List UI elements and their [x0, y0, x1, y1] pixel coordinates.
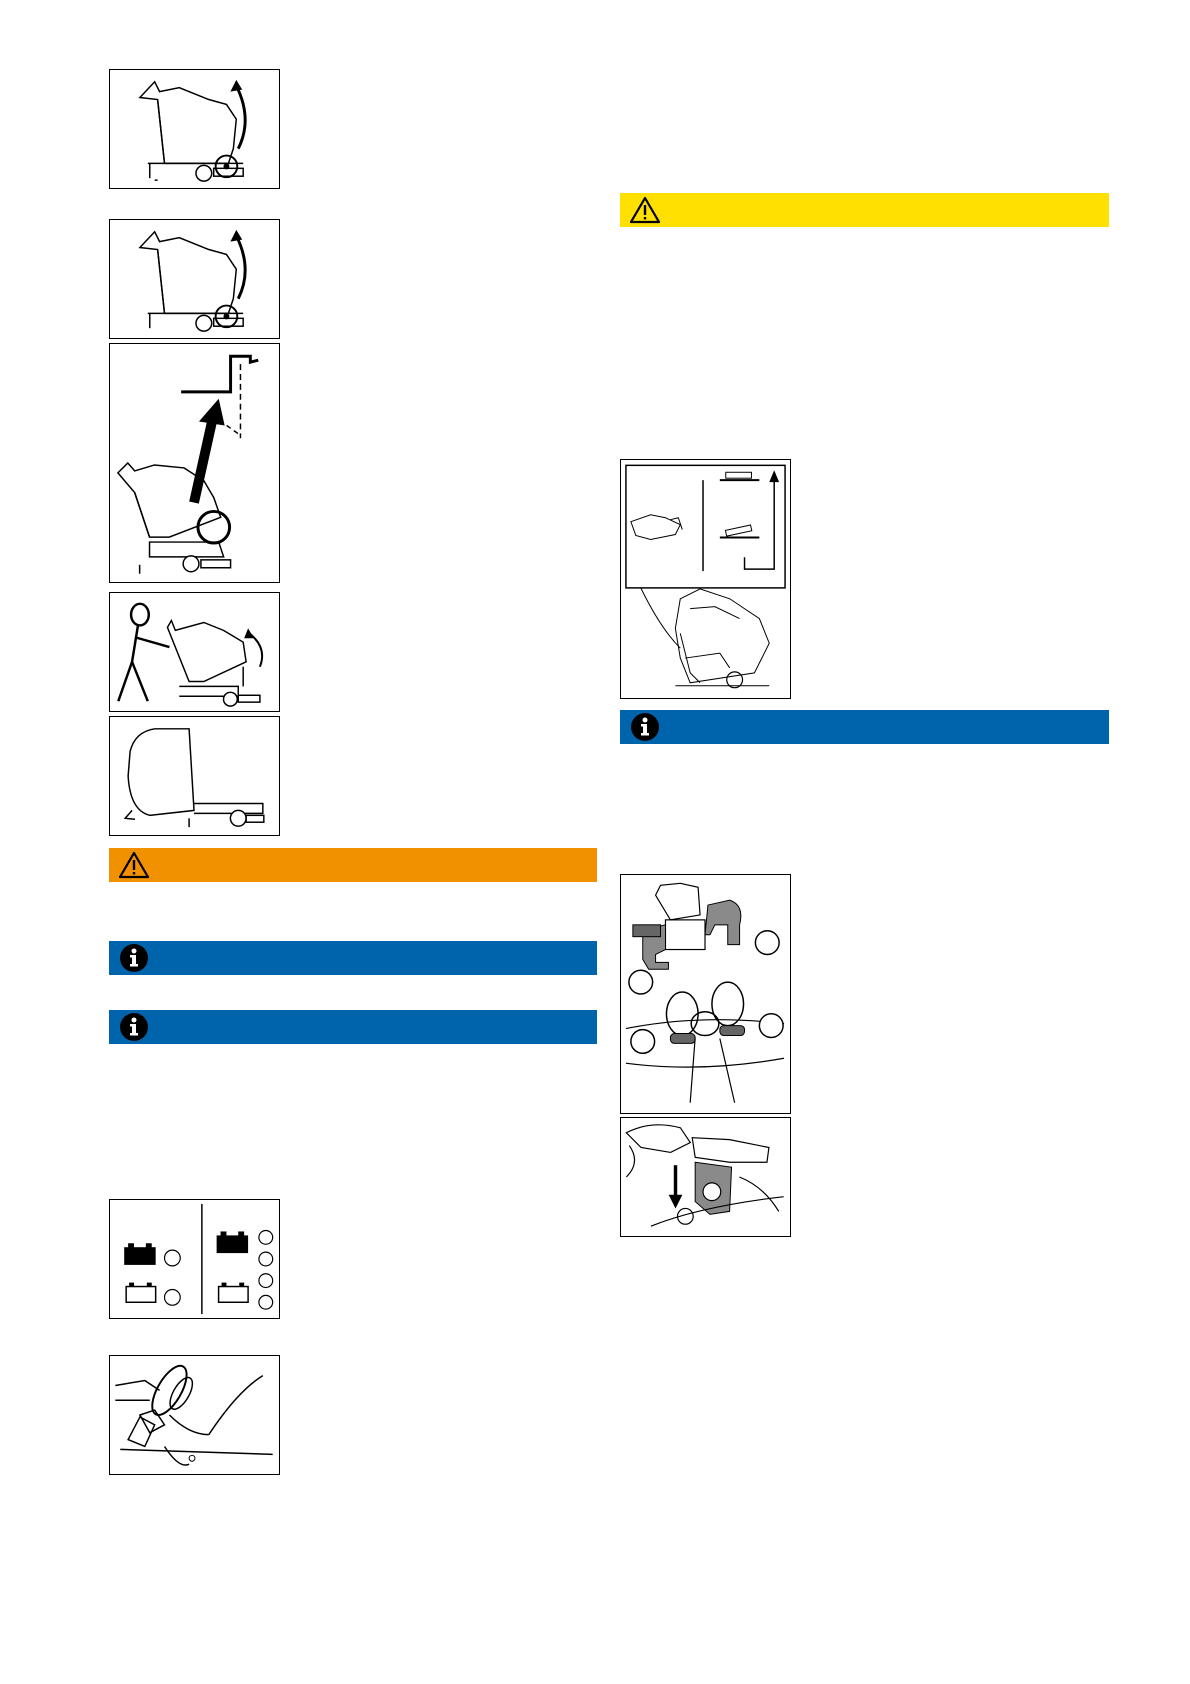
battery-connection-figure [109, 1199, 280, 1319]
info-bar-1 [109, 941, 597, 975]
machine-lift-arrow-figure [109, 343, 280, 583]
handle-drawing [110, 1356, 279, 1474]
operator-drawing [110, 593, 279, 711]
info-bar-2 [109, 1010, 597, 1044]
brush-release-drawing [621, 1118, 790, 1236]
warning-bar-yellow [620, 193, 1109, 227]
brush-release-figure [620, 1117, 791, 1237]
operator-tilting-machine-figure [109, 592, 280, 712]
laid-down-drawing [110, 717, 279, 835]
machine-tilt-drawing [110, 70, 279, 188]
lift-arrow-drawing [110, 344, 279, 582]
brush-pedal-drawing [621, 460, 790, 698]
info-circle-icon [117, 1010, 151, 1044]
machine-laid-down-figure [109, 716, 280, 836]
handle-grip-figure [109, 1355, 280, 1475]
brush-pedal-figure [620, 459, 791, 699]
machine-tilt-figure-1 [109, 69, 280, 189]
info-circle-icon [628, 710, 662, 744]
warning-triangle-icon [628, 193, 662, 227]
info-bar-3 [620, 710, 1109, 744]
brush-mount-figure [620, 874, 791, 1114]
machine-tilt-drawing [110, 220, 279, 338]
warning-bar-orange [109, 848, 597, 882]
warning-triangle-icon [117, 848, 151, 882]
brush-mount-drawing [621, 875, 790, 1113]
info-circle-icon [117, 941, 151, 975]
machine-tilt-figure-2 [109, 219, 280, 339]
battery-drawing [110, 1200, 279, 1318]
